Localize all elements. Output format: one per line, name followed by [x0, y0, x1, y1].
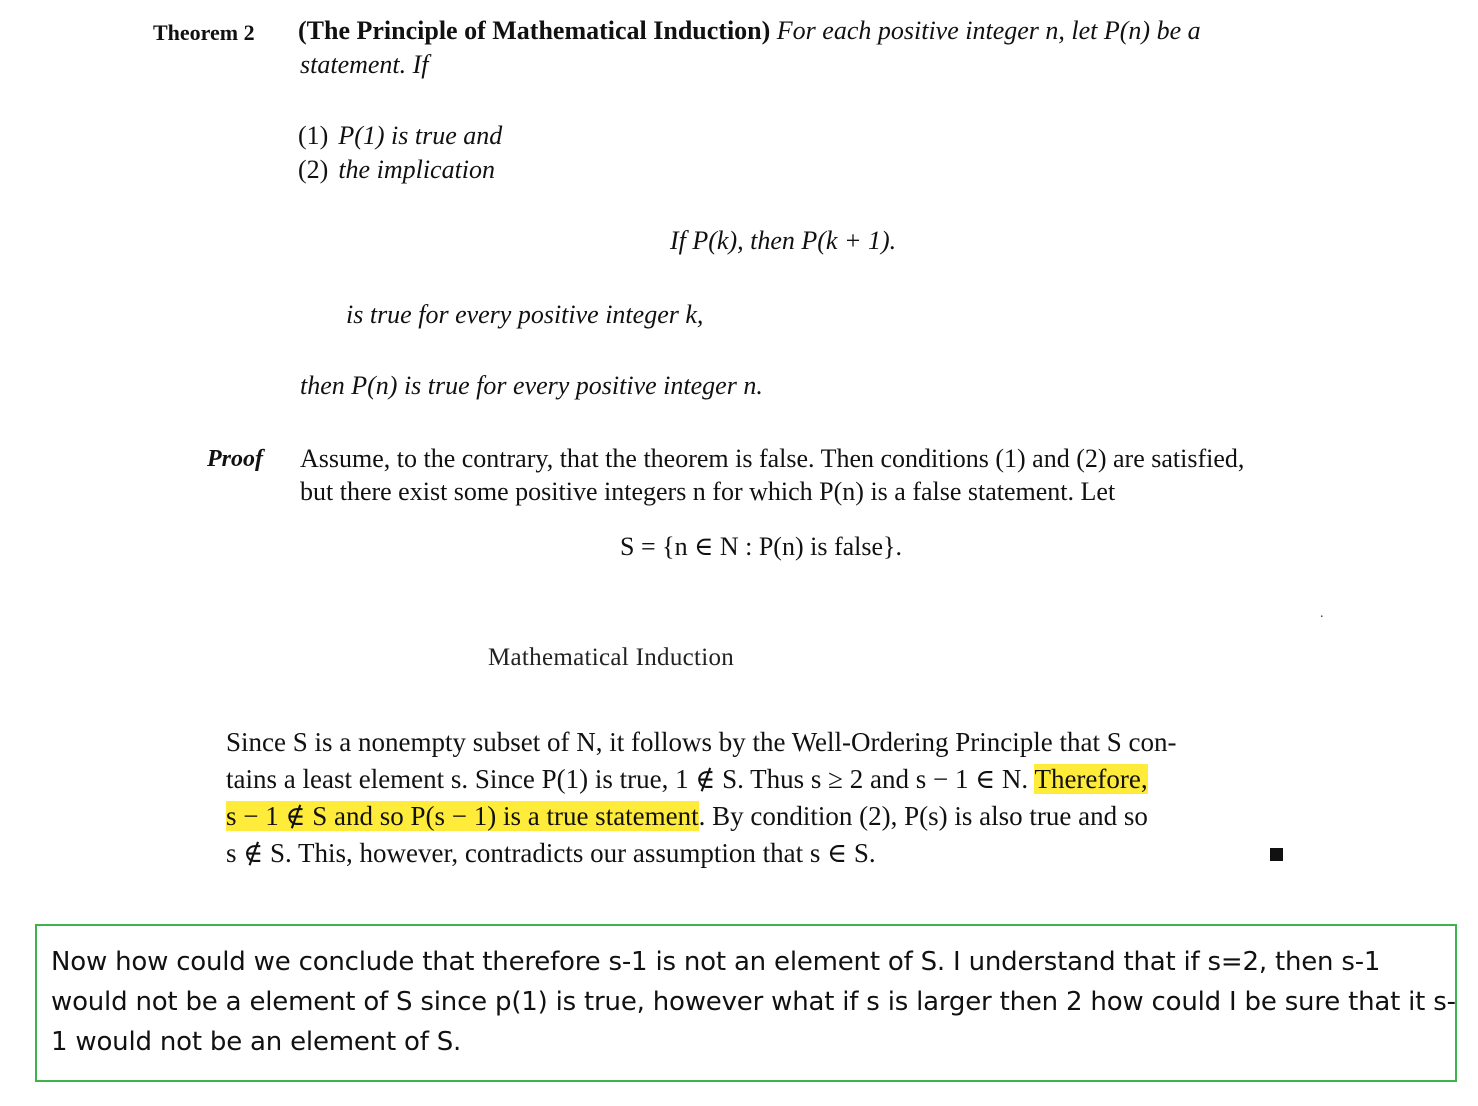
condition-text: P(1) is true and: [338, 121, 503, 150]
condition-number: (2): [298, 155, 329, 184]
proof-line-1: Assume, to the contrary, that the theorem is false. Then conditions (1) and (2) are satisfied,: [300, 444, 1245, 473]
paragraph-line-3: [226, 801, 1148, 832]
theorem-title: (The Principle of Mathematical Induction): [298, 16, 771, 45]
theorem-intro: For each positive integer n, let P(n) be a: [776, 16, 1201, 45]
condition-2: [298, 155, 495, 185]
theorem-intro-cont: statement. If: [300, 50, 429, 79]
paragraph-text: tains a least element s. Since P(1) is true, 1 ∉ S. Thus s ≥ 2 and s − 1 ∈ N.: [226, 764, 1035, 794]
condition-1: [298, 121, 502, 151]
proof-line-2: but there exist some positive integers n for which P(n) is a false statement. Let: [300, 477, 1116, 506]
question-box: [35, 924, 1457, 1082]
theorem-label: Theorem 2: [153, 20, 255, 45]
condition-number: (1): [298, 121, 329, 150]
qed-square-icon: [1270, 848, 1283, 861]
paragraph-text: . By condition (2), P(s) is also true and so: [698, 801, 1148, 831]
stray-dot: .: [1320, 606, 1324, 621]
proof-label: Proof: [207, 446, 263, 472]
theorem-conclusion: then P(n) is true for every positive integer n.: [300, 371, 763, 400]
theorem-first-line: [298, 16, 1201, 46]
paragraph-line-4: s ∉ S. This, however, contradicts our assumption that s ∈ S.: [226, 838, 876, 868]
implication-statement: If P(k), then P(k + 1).: [670, 226, 897, 255]
page-header: Mathematical Induction: [488, 644, 735, 671]
paragraph-line-2: [226, 764, 1148, 795]
paragraph-line-1: Since S is a nonempty subset of N, it follows by the Well-Ordering Principle that S con-: [226, 727, 1177, 757]
every-k-clause: is true for every positive integer k,: [346, 300, 704, 329]
question-text: Now how could we conclude that therefore s-1 is not an element of S. I understand that if s=2, then s-1 would not be a element of S since p(1) is true, however what if s is larger then 2 how could I be sure that it s-1 would not be an element of S.: [51, 947, 1456, 1057]
set-definition: S = {n ∈ N : P(n) is false}.: [620, 532, 903, 561]
highlighted-text: Therefore,: [1034, 764, 1148, 794]
highlighted-text: s − 1 ∉ S and so P(s − 1) is a true statement: [226, 801, 699, 831]
condition-text: the implication: [338, 155, 496, 184]
